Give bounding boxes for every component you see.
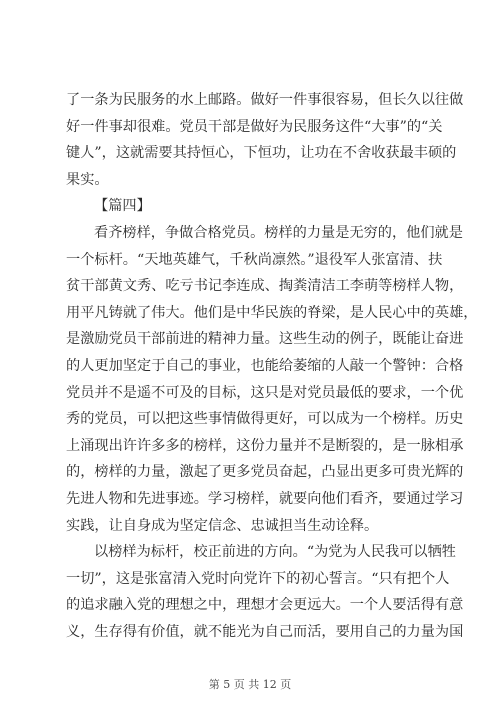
text-line: 秀的党员，可以把这些事情做得更好，可以成为一个榜样。历史 <box>66 411 464 428</box>
text-line: 【篇四】 <box>94 198 151 215</box>
text-line: 实践，让自身成为坚定信念、忠诚担当生动诠释。 <box>66 517 379 534</box>
text-line: 的人更加坚定于自己的事业，也能给萎缩的人敲一个警钟：合格 <box>66 357 464 374</box>
text-line: 一切”，这是张富清入党时向党许下的初心誓言。“只有把个人 <box>66 570 450 587</box>
text-line: 好一件事却很难。党员干部是做好为民服务这件“大事”的“关 <box>66 118 443 135</box>
text-line: 贫干部黄文秀、吃亏书记李连成、掏粪清洁工李萌等榜样人物， <box>66 278 464 295</box>
text-line: 键人”，这就需要其持恒心，下恒功，让功在不舍收获最丰硕的 <box>66 145 457 162</box>
text-line: 党员并不是遥不可及的目标，这只是对党员最低的要求，一个优 <box>66 384 464 401</box>
text-line: 是激励党员干部前进的精神力量。这些生动的例子，既能让奋进 <box>66 331 464 348</box>
text-line: 用平凡铸就了伟大。他们是中华民族的脊梁，是人民心中的英雄， <box>66 304 478 321</box>
page-footer: 第 5 页 共 12 页 <box>208 678 292 691</box>
text-line: 果实。 <box>66 171 109 188</box>
text-line: 了一条为民服务的水上邮路。做好一件事很容易，但长久以往做 <box>66 92 464 108</box>
text-line: 一个标杆。“天地英雄气，千秋尚凛然。”退役军人张富清、扶 <box>66 251 443 268</box>
text-line: 的追求融入党的理想之中，理想才会更远大。一个人要活得有意 <box>66 597 464 614</box>
text-line: 义，生存得有价值，就不能光为自己而活，要用自己的力量为国 <box>66 623 464 640</box>
text-line: 先进人物和先进事迹。学习榜样，就要向他们看齐，要通过学习 <box>66 490 464 507</box>
text-line: 看齐榜样，争做合格党员。榜样的力量是无穷的，他们就是 <box>94 224 463 241</box>
text-line: 上涌现出许许多多的榜样，这份力量并不是断裂的，是一脉相承 <box>66 437 464 454</box>
text-line: 以榜样为标杆，校正前进的方向。“为党为人民我可以牺牲 <box>94 544 456 561</box>
document-body <box>66 87 478 645</box>
text-line: 的，榜样的力量，激起了更多党员奋起，凸显出更多可贵光辉的 <box>66 464 464 481</box>
